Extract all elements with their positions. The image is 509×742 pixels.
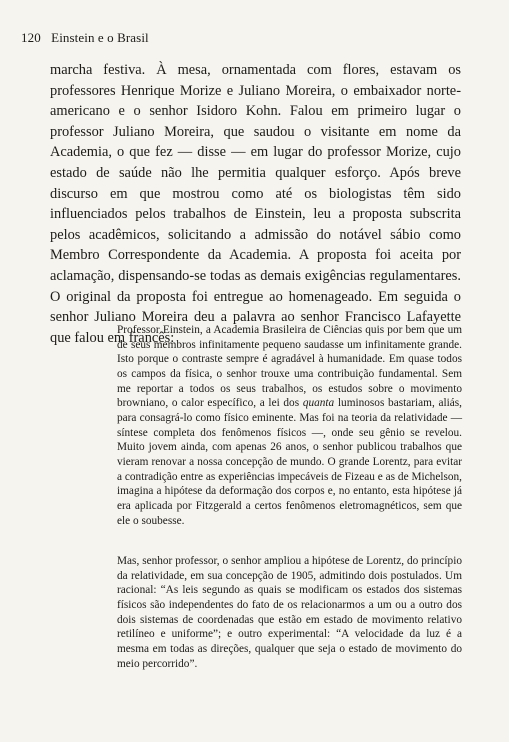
quote-text-part-2: luminosos bastariam, aliás, para consagrá-lo como físico eminente. Mas foi na teoria da relatividade — síntese completa dos fenômenos físicos —, onde seu gênio se revelou. Muito jovem ainda, com apenas 26 anos, o senhor publicou trabalhos que vieram renovar a nossa concepção de mundo. O grande Lorentz, para evitar a contradição entre as experiências impecáveis de Fizeau e as de Michelson, imagina a hipótese da deformação dos corpos e, no entanto, esta hipótese já era aplicada por Fitzgerald a certos fenômenos eletromagnéticos, sem que ele o soubesse. — [117, 397, 462, 527]
quote-paragraph-1 — [117, 323, 462, 528]
quote-paragraph-2: Mas, senhor professor, o senhor ampliou a hipótese de Lorentz, do princípio da relatividade, em sua concepção de 1905, admitindo dois postulados. Um racional: “As leis segundo as quais se modificam os estados dos sistemas físicos são independentes do fato de os relacionarmos a um ou a outro dos dois sistemas de coordenadas que estão em estado de movimento relativo retilíneo e uniforme”; e outro experimental: “A velocidade da luz é a mesma em todas as direções, qualquer que seja o estado de movimento do meio percorrido”. — [117, 555, 462, 670]
running-header — [21, 30, 149, 46]
quote-italic-term: quanta — [302, 397, 335, 410]
running-title: Einstein e o Brasil — [51, 30, 149, 45]
page-number: 120 — [21, 30, 41, 45]
body-paragraph: marcha festiva. À mesa, ornamentada com flores, estavam os professores Henrique Morize e Juliano Moreira, o embaixador norte-americano e o senhor Isidoro Kohn. Falou em primeiro lugar o professor Juliano Moreira, que saudou o visitante em nome da Academia, o que fez — disse — em lugar do professor Morize, cujo estado de saúde não lhe permitia qualquer esforço. Após breve discurso em que mostrou como até os biologistas têm sido influenciados pelos trabalhos de Einstein, leu a proposta subscrita pelos acadêmicos, solicitando a admissão do notável sábio como Membro Correspondente da Academia. A proposta foi aceita por aclamação, dispensando-se todas as demais exigências regulamentares. O original da proposta foi entregue ao homenageado. Em seguida o senhor Juliano Moreira deu a palavra ao senhor Francisco Lafayette que falou em francês: — [50, 62, 461, 346]
quote-text-part-1: Professor Einstein, a Academia Brasileira de Ciências quis por bem que um de seus membros infinitamente pequeno saudasse um infinitamente grande. Isto porque o contraste sempre é agradável à humanidade. Em quase todos os campos da física, o senhor trouxe uma contribuição fundamental. Sem me reportar a todos os seus trabalhos, os estudos sobre o movimento browniano, o calor específico, a lei dos — [117, 324, 462, 410]
